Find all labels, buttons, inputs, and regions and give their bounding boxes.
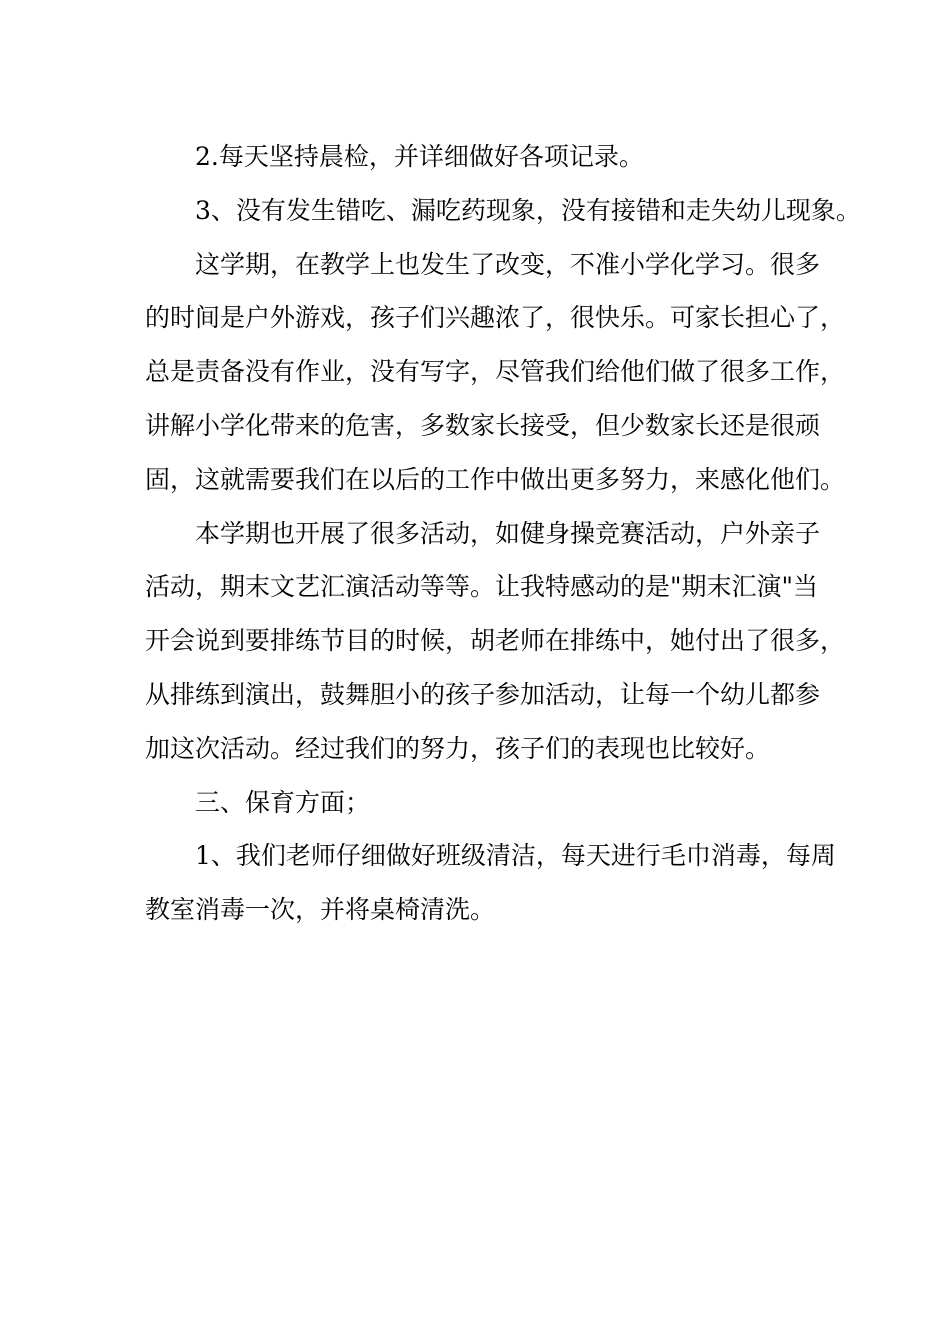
text-line: 开会说到要排练节目的时候，胡老师在排练中，她付出了很多， — [145, 626, 846, 656]
text-line: 3、没有发生错吃、漏吃药现象，没有接错和走失幼儿现象。 — [145, 195, 861, 225]
text-line: 讲解小学化带来的危害，多数家长接受，但少数家长还是很顽 — [145, 410, 821, 440]
text-line: 固，这就需要我们在以后的工作中做出更多努力，来感化他们。 — [145, 464, 846, 494]
section-heading: 三、保育方面； — [145, 787, 371, 817]
text-line: 从排练到演出，鼓舞胆小的孩子参加活动，让每一个幼儿都参 — [145, 679, 821, 709]
text-line: 1、我们老师仔细做好班级清洁，每天进行毛巾消毒，每周 — [145, 841, 836, 871]
text-line: 这学期，在教学上也发生了改变，不准小学化学习。很多 — [145, 249, 821, 279]
text-line: 本学期也开展了很多活动，如健身操竞赛活动，户外亲子 — [145, 518, 821, 548]
text-line: 活动，期末文艺汇演活动等等。让我特感动的是"期末汇演"当 — [145, 572, 819, 602]
text-line: 2.每天坚持晨检，并详细做好各项记录。 — [145, 142, 644, 171]
text-line: 加这次活动。经过我们的努力，孩子们的表现也比较好。 — [145, 733, 771, 763]
body-text — [145, 130, 861, 937]
text-line: 总是责备没有作业，没有写字，尽管我们给他们做了很多工作， — [145, 357, 846, 387]
text-line: 的时间是户外游戏，孩子们兴趣浓了，很快乐。可家长担心了， — [145, 303, 846, 333]
text-line: 教室消毒一次，并将桌椅清洗。 — [145, 895, 496, 925]
